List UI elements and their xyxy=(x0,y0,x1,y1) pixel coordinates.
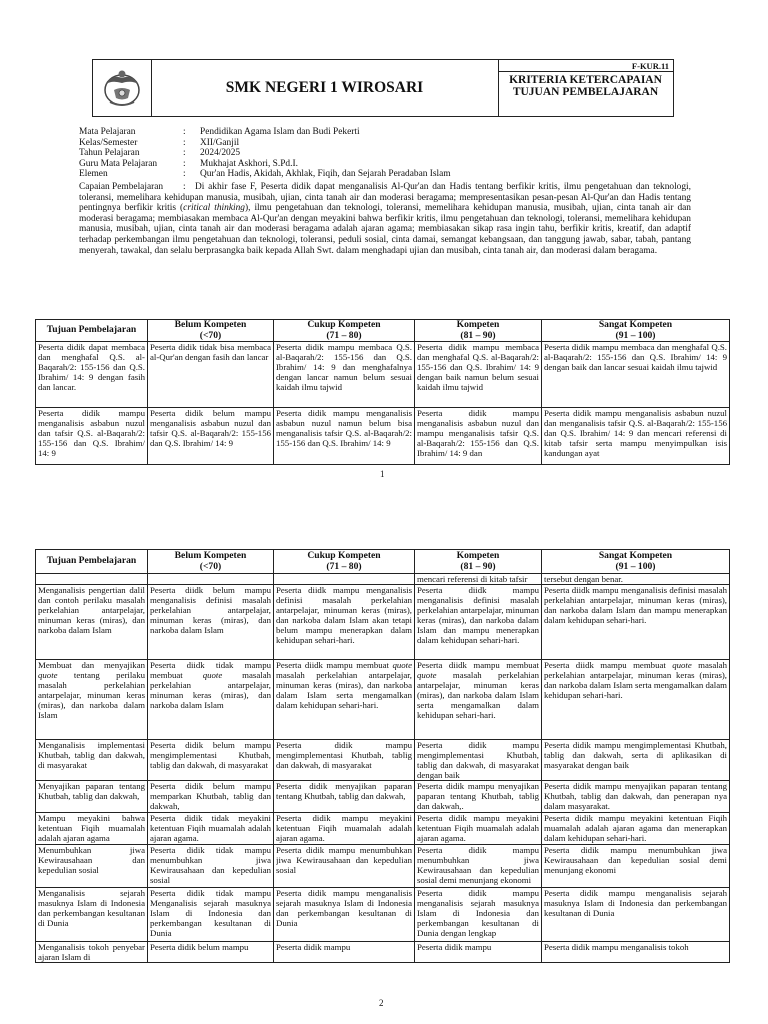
cell-cukup: Peserta didik mampu menganalisis asbabun nuzul namun belum bisa menganalisis tafsir Q.S. al-Baqarah/2: 155-156 dan Q.S. Ibrahim/ 14: 9 xyxy=(274,408,415,465)
cell-sangat: Peserta didik mampu menganalisis sejarah masuknya Islam di Indonesia dan perkembangan kesultanan di Dunia xyxy=(542,888,730,942)
meta-key: Tahun Pelajaran xyxy=(79,148,140,159)
meta-value: Mukhajat Askhori, S.Pd.I. xyxy=(200,158,298,169)
cell-belum: Peserta didik belum mampu xyxy=(148,942,274,963)
cell-cukup: Peserta didik mampu meyakini ketentuan Fiqih muamalah adalah ajaran agama. xyxy=(274,813,415,845)
cell-belum xyxy=(148,574,274,585)
cell-sangat: Peserta didik mampu menyajikan paparan tentang Khutbah, tablig dan dakwah, dan penerapan nya dalam masyarakat. xyxy=(542,781,730,813)
criteria-table-page1 xyxy=(35,319,730,465)
cell-cukup: Peserta diidk mampu membuat quote masalah perkelahian antarpelajar, minuman keras (miras), dan narkoba dalam Islam serta mengamalkan dalam kehidupan sehari-hari. xyxy=(274,660,415,740)
cell-kompeten: Peserta diidk mampu membuat quote masalah perkelahian antarpelajar, minuman keras (miras), dan narkoba dalam Islam serta mengamalkan dalam kehidupan sehari-hari. xyxy=(415,660,542,740)
col-tp: Tujuan Pembelajaran xyxy=(36,320,148,342)
cell-kompeten: mencari referensi di kitab tafsir xyxy=(415,574,542,585)
table-header-row xyxy=(36,320,730,342)
cell-cukup: Peserta didik menyajikan paparan tentang Khutbah, tablig dan dakwah, xyxy=(274,781,415,813)
cell-tp: Mampu meyakini bahwa ketentuan Fiqih muamalah adalah ajaran agama xyxy=(36,813,148,845)
table-row-carryover xyxy=(36,574,730,585)
document-header xyxy=(92,59,674,117)
cell-tp: Menganalisis pengertian dalil dan contoh perilaku masalah perkelahian antarpelajar, minuman keras (miras), dan narkoba dalam Islam xyxy=(36,585,148,660)
school-logo xyxy=(93,60,152,116)
cell-cukup: Peserta didik mampu menganalisis sejarah masuknya Islam di Indonesia dan perkembangan kesultanan di Dunia xyxy=(274,888,415,942)
cell-kompeten: Peserta diidk mampu menganalisis definisi masalah perkelahian antarpelajar, minuman keras (miras), dan narkoba dalam Islam dan mampu menerapkan dalam kehidupan sehari-hari. xyxy=(415,585,542,660)
garuda-emblem-icon xyxy=(98,66,146,110)
school-name: SMK NEGERI 1 WIROSARI xyxy=(151,60,499,116)
page-number: 2 xyxy=(379,998,384,1008)
meta-row: Kelas/Semester : XII/Ganjil xyxy=(79,138,691,149)
cell-kompeten: Peserta didik mampu menganalisis sejarah masuknya Islam di Indonesia dan perkembangan kesultanan di Dunia dengan lengkap xyxy=(415,888,542,942)
cell-cukup: Peserta diidk mampu menganalisis definisi masalah perkelahian antarpelajar, minuman keras (miras), dan narkoba dalam Islam akan tetapi belum mampu menerapkan dalam kehidupan sehari-hari. xyxy=(274,585,415,660)
col-cukup: Cukup Kompeten (71 – 80) xyxy=(274,550,415,574)
col-tp: Tujuan Pembelajaran xyxy=(36,550,148,574)
table-row xyxy=(36,585,730,660)
meta-key: Elemen xyxy=(79,169,108,180)
cell-sangat: Peserta didik mampu meyakini ketentuan Fiqih muamalah adalah ajaran agama dan menerapkan dalam kehidupan sehari-hari. xyxy=(542,813,730,845)
meta-value: Pendidikan Agama Islam dan Budi Pekerti xyxy=(200,127,360,137)
col-cukup: Cukup Kompeten (71 – 80) xyxy=(274,320,415,342)
cell-belum: Peserta didik belum mampu memparkan Khutbah, tablig dan dakwah, xyxy=(148,781,274,813)
cell-belum: Peserta didik tidak mampu menumbuhkan jiwa Kewirausahaan dan kepedulian sosial xyxy=(148,845,274,888)
cell-sangat: Peserta diidk mampu membuat quote masalah perkelahian antarpelajar, minuman keras (miras), dan narkoba dalam Islam serta mengamalkan dalam kehidupan sehari-hari. xyxy=(542,660,730,740)
header-divider xyxy=(498,71,673,72)
cell-tp: Menganalisis tokoh penyebar ajaran Islam di xyxy=(36,942,148,963)
cell-tp: Menumbuhkan jiwa Kewirausahaan dan kepedulian sosial xyxy=(36,845,148,888)
form-code: F-KUR.11 xyxy=(631,61,669,71)
cell-belum: Peserta didik tidak meyakini ketentuan Fiqih muamalah adalah ajaran agama. xyxy=(148,813,274,845)
cell-sangat: Peserta diidk mampu menganalisis definisi masalah perkelahian antarpelajar, minuman keras (miras), dan narkoba dalam Islam dan mampu menerapkan dalam kehidupan sehari-hari. xyxy=(542,585,730,660)
cell-kompeten: Peserta didik mampu mengimplementasi Khutbah, tablig dan dakwah, di masyarakat dengan baik xyxy=(415,740,542,781)
cell-cukup: Peserta didik mampu xyxy=(274,942,415,963)
cell-tp xyxy=(36,574,148,585)
cell-belum: Peserta diidk tidak mampu membuat quote masalah perkelahian antarpelajar, minuman keras (miras), dan narkoba dalam Islam xyxy=(148,660,274,740)
cell-kompeten: Peserta didik mampu menganalisis asbabun nuzul dan mampu menganalisis tafsir Q.S. al-Baqarah/2: 155-156 dan Q.S. Ibrahim/ 14: 9 dan xyxy=(415,408,542,465)
cell-tp: Peserta didik mampu menganalisis asbabun nuzul dan tafsir Q.S. al-Baqarah/2: 155-156 dan Q.S. Ibrahim/ 14: 9 xyxy=(36,408,148,465)
meta-key: Kelas/Semester xyxy=(79,137,138,148)
cell-tp: Menganalisis implementasi Khutbah, tablig dan dakwah, di masyarakat xyxy=(36,740,148,781)
meta-row: Elemen : Qur'an Hadis, Akidah, Akhlak, Fiqih, dan Sejarah Peradaban Islam xyxy=(79,169,691,180)
course-info xyxy=(79,127,691,180)
document-title-line1: KRITERIA KETERCAPAIAN xyxy=(509,74,662,86)
table-row xyxy=(36,845,730,888)
cell-cukup: Peserta didik mampu mengimplementasi Khutbah, tablig dan dakwah, di masyarakat xyxy=(274,740,415,781)
cell-tp: Menganalisis sejarah masuknya Islam di Indonesia dan perkembangan kesultanan di Dunia xyxy=(36,888,148,942)
cell-kompeten: Peserta didik mampu membaca dan menghafal Q.S. al-Baqarah/2: 155-156 dan Q.S. Ibrahim/ 14: 9 dengan baik namun belum sesuai kaidah ilmu tajwid xyxy=(415,342,542,408)
cell-kompeten: Peserta didik mampu meyakini ketentuan Fiqih muamalah adalah ajaran agama. xyxy=(415,813,542,845)
col-belum: Belum Kompeten (<70) xyxy=(148,550,274,574)
cell-belum: Peserta didik tidak mampu Menganalisis sejarah masuknya Islam di Indonesia dan perkembangan kesultanan di Dunia xyxy=(148,888,274,942)
col-sangat: Sangat Kompeten (91 – 100) xyxy=(542,550,730,574)
col-kompeten: Kompeten (81 – 90) xyxy=(415,550,542,574)
cell-sangat: Peserta didik mampu menumbuhkan jiwa Kewirausahaan dan kepedulian sosial demi menunjang ekonomi xyxy=(542,845,730,888)
cell-cukup: Peserta didik mampu membaca Q.S. al-Baqarah/2: 155-156 dan Q.S. Ibrahim/ 14: 9 dan menghafalnya dengan lancar namun belum sesuai kaidah ilmu tajwid xyxy=(274,342,415,408)
cell-belum: Peserta didik belum mampu mengimplementasi Khutbah, tablig dan dakwah, di masyarakat xyxy=(148,740,274,781)
table-row xyxy=(36,942,730,963)
cell-cukup: Peserta didik mampu menumbuhkan jiwa Kewirausahaan dan kepedulian sosial xyxy=(274,845,415,888)
cell-tp: Peserta didik dapat membaca dan menghafal Q.S. al-Baqarah/2: 155-156 dan Q.S. Ibrahim/ 14: 9 dengan fasih dan lancar. xyxy=(36,342,148,408)
cell-sangat: Peserta didik mampu menganalisis tokoh xyxy=(542,942,730,963)
meta-key: Mata Pelajaran xyxy=(79,127,136,137)
table-row xyxy=(36,342,730,408)
cell-sangat: Peserta didik mampu mengimplementasi Khutbah, tablig dan dakwah, serta di aplikasikan di masyarakat dengan baik xyxy=(542,740,730,781)
col-sangat: Sangat Kompeten (91 – 100) xyxy=(542,320,730,342)
table-row xyxy=(36,781,730,813)
cell-sangat: Peserta didik mampu membaca dan menghafal Q.S. al-Baqarah/2: 155-156 dan Q.S. Ibrahim/ 14: 9 dengan baik dan lancar sesuai kaidah ilmu tajwid xyxy=(542,342,730,408)
capaian-text: Di akhir fase F, Peserta didik dapat menganalisis Al-Qur'an dan Hadis tentang berfikir kritis, ilmu pengetahuan dan teknologi, toleransi, memelihara kehidupan manusia, musibah, ujian, cinta tanah air dan moderasi beragama; mempresentasikan pesan-pesan Al-Qur'an dan Hadis tentang pentingnya berfikir kritis (critical thinking), ilmu pengetahuan dan teknologi, toleransi, memelihara kehidupan manusia, musibah, ujian, cinta tanah air dan moderasi beragama; membiasakan membaca Al-Qur'an dengan meyakini bahwa berfikir kritis, ilmu pengetahuan dan teknologi, toleransi, memelihara kehidupan manusia, musibah, ujian, cinta tanah air dan moderasi beragama adalah ajaran agama; membiasakan sikap rasa ingin tahu, berfikir kritis, kreatif, dan adaptif terhadap perkembangan ilmu pengetahuan dan teknologi, toleransi, peduli sosial, cinta damai, semangat kebangsaan, dan tanggung jawab, sabar, tabah, pantang menyerah, tawakal, dan selalu berprasangka baik kepada Allah Swt. dalam menghadapi ujian dan musibah, cinta tanah air, dan moderasi dalam beragama. xyxy=(79,182,691,256)
cell-belum: Peserta didik belum mampu menganalisis asbabun nuzul dan tafsir Q.S. al-Baqarah/2: 155-156 dan Q.S. Ibrahim/ 14: 9 xyxy=(148,408,274,465)
col-belum: Belum Kompeten (<70) xyxy=(148,320,274,342)
cell-kompeten: Peserta didik mampu menumbuhkan jiwa Kewirausahaan dan kepedulian sosial demi menunjang ekonomi xyxy=(415,845,542,888)
table-row xyxy=(36,740,730,781)
table-row xyxy=(36,813,730,845)
table-row xyxy=(36,408,730,465)
cell-sangat: Peserta didik mampu menganalisis asbabun nuzul dan menganalisis tafsir Q.S. al-Baqarah/2: 155-156 dan Q.S. Ibrahim/ 14: 9 dan mencari referensi di kitab tafsir serta mampu menyimpulkan isis kandungan ayat xyxy=(542,408,730,465)
cell-tp: Membuat dan menyajikan quote tentang perilaku masalah perkelahian antarpelajar, minuman keras (miras), dan narkoba dalam Islam xyxy=(36,660,148,740)
meta-value: XII/Ganjil xyxy=(200,137,240,148)
table-row xyxy=(36,660,730,740)
criteria-table-page2 xyxy=(35,549,730,963)
meta-row: Guru Mata Pelajaran : Mukhajat Askhori, S.Pd.I. xyxy=(79,159,691,170)
capaian-pembelajaran: Capaian Pembelajaran : Di akhir fase F, Peserta didik dapat menganalisis Al-Qur'an dan Hadis tentang berfikir kritis, ilmu pengetahuan dan teknologi, toleransi, memelihara kehidupan manusia, musibah, ujian, cinta tanah air dan moderasi beragama; mempresentasikan pesan-pesan Al-Qur'an dan Hadis tentang pentingnya berfikir kritis (critical thinking), ilmu pengetahuan dan teknologi, toleransi, memelihara kehidupan manusia, musibah, ujian, cinta tanah air dan moderasi beragama; membiasakan membaca Al-Qur'an dengan meyakini bahwa berfikir kritis, ilmu pengetahuan dan teknologi, toleransi, memelihara kehidupan manusia, musibah, ujian, cinta tanah air dan moderasi beragama adalah ajaran agama; membiasakan sikap rasa ingin tahu, berfikir kritis, kreatif, dan adaptif terhadap perkembangan ilmu pengetahuan dan teknologi, toleransi, peduli sosial, cinta damai, semangat kebangsaan, dan tanggung jawab, sabar, tabah, pantang menyerah, tawakal, dan selalu berprasangka baik kepada Allah Swt. dalam menghadapi ujian dan musibah, cinta tanah air, dan moderasi dalam beragama. xyxy=(79,182,691,256)
meta-row: Tahun Pelajaran : 2024/2025 xyxy=(79,148,691,159)
col-kompeten: Kompeten (81 – 90) xyxy=(415,320,542,342)
table-row xyxy=(36,888,730,942)
capaian-key: Capaian Pembelajaran xyxy=(79,182,164,192)
document-title xyxy=(498,74,673,98)
document-title-line2: TUJUAN PEMBELAJARAN xyxy=(512,86,659,98)
meta-value: Qur'an Hadis, Akidah, Akhlak, Fiqih, dan Sejarah Peradaban Islam xyxy=(200,169,451,180)
meta-key: Guru Mata Pelajaran xyxy=(79,158,158,169)
cell-tp: Menyajikan paparan tentang Khutbah, tablig dan dakwah, xyxy=(36,781,148,813)
cell-kompeten: Peserta didik mampu menyajikan paparan tentang Khutbah, tablig dan dakwah,. xyxy=(415,781,542,813)
meta-value: 2024/2025 xyxy=(200,148,241,159)
cell-belum: Peserta diidk belum mampu menganalisis definisi masalah perkelahian antarpelajar, minuman keras (miras), dan narkoba dalam Islam xyxy=(148,585,274,660)
meta-row: Mata Pelajaran : Pendidikan Agama Islam dan Budi Pekerti xyxy=(79,127,691,138)
page-number: 1 xyxy=(380,469,385,479)
cell-belum: Peserta didik tidak bisa membaca al-Qur'an dengan fasih dan lancar xyxy=(148,342,274,408)
cell-kompeten: Peserta didik mampu xyxy=(415,942,542,963)
cell-sangat: tersebut dengan benar. xyxy=(542,574,730,585)
cell-cukup xyxy=(274,574,415,585)
table-header-row xyxy=(36,550,730,574)
